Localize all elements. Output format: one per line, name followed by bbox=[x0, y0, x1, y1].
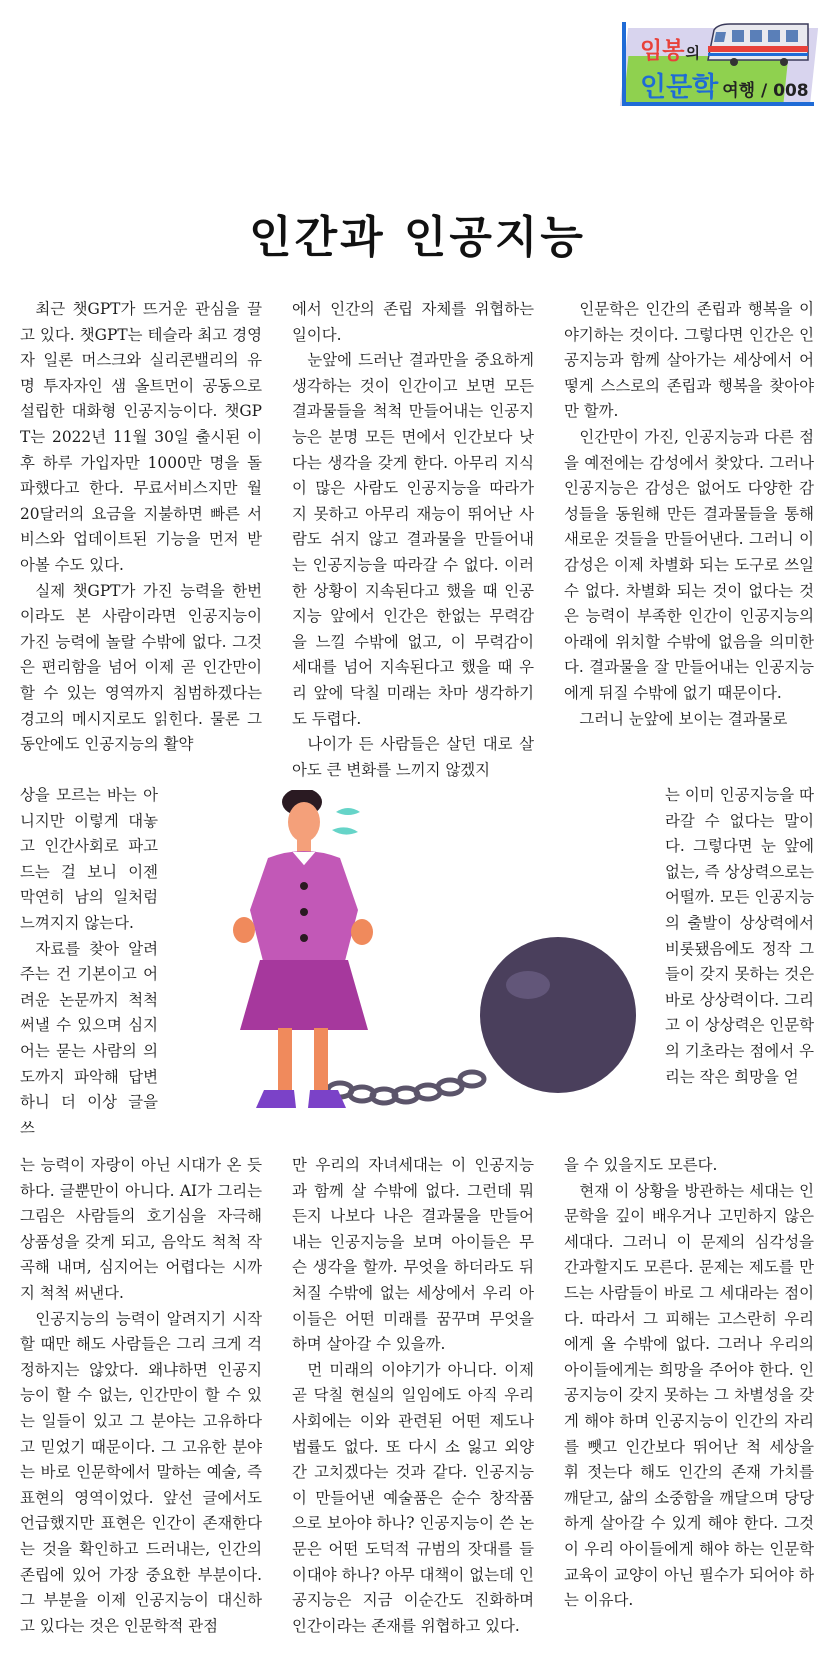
column-3-bottom bbox=[564, 1153, 814, 1614]
skirt bbox=[240, 960, 368, 1030]
masthead-series-name: 인문학 bbox=[640, 72, 719, 103]
paragraph: 자료를 찾아 알려주는 건 기본이고 어려운 논문까지 척척 써낼 수 있으며 심지어는 묻는 사람의 의도까지 파악해 답변하니 더 이상 글을 쓰 bbox=[20, 939, 158, 1137]
masthead-author bbox=[640, 32, 700, 65]
paragraph: 만 우리의 자녀세대는 이 인공지능과 함께 살 수밖에 없다. 그런데 뭐든지 나보다 나은 결과물을 만들어내는 인공지능을 보며 아이들은 무슨 생각을 할까. 무엇을 하더라도 뒤처질 수밖에 없는 세상에서 우리 아이들은 어떤 미래를 꿈꾸며 무엇을 하며 살아갈 수 있을까. bbox=[292, 1156, 534, 1354]
head bbox=[288, 802, 320, 842]
paragraph: 는 이미 인공지능을 따라갈 수 없다는 말이다. 그렇다면 눈 앞에 없는, 즉 상상력으로는 어떨까. 모든 인공지능의 출발이 상상력에서 비롯됐음에도 정작 그들이 갖지 못하는 것은 바로 상상력이다. 그리고 이 상상력은 인문학의 기초라는 점에서 우리는 작은 희망을 얻 bbox=[665, 786, 814, 1086]
paragraph: 현재 이 상황을 방관하는 세대는 인문학을 깊이 배우거나 고민하지 않은 세대다. 그러니 이 문제의 심각성을 간과할지도 모른다. 문제는 제도를 만드는 사람들이 바로 그 세대라는 점이다. 따라서 그 피해는 고스란히 우리에게 올 수밖에 없다. 그러나 우리의 아이들에게는 희망을 주어야 한다. 인공지능이 갖지 못하는 그 차별성을 갖게 해야 하며 인공지능이 인간의 자리를 뺏고 인간보다 뛰어난 척 세상을 휘 젓는다 해도 인간의 존재 가치를 깨닫고, 삶의 소중함을 깨달으며 당당하게 살아갈 수 있게 해야 한다. 그것이 우리 아이들에게 해야 하는 인문학 교육이 교양이 아닌 필수가 되어야 하는 이유다. bbox=[564, 1181, 814, 1610]
masthead-series-number: 여행 / 008 bbox=[722, 81, 809, 101]
paragraph: 눈앞에 드러난 결과만을 중요하게 생각하는 것이 인간이고 보면 모든 결과물들을 척척 만들어내는 인공지능은 분명 모든 면에서 인간보다 낫다는 생각을 갖게 한다. 아무리 지식이 많은 사람도 인공지능을 따라가지 못하고 아무리 재능이 뛰어난 사람도 쉬지 않고 결과물을 만들어내는 인공지능을 따라갈 수 없다. 이러한 상황이 지속된다고 했을 때 인공지능 앞에서 인간은 한없는 무력감을 느낄 수밖에 없고, 이 무력감이 세대를 넘어 지속된다고 했을 때 우리 앞에 닥칠 미래는 차마 생각하기도 두렵다. bbox=[292, 351, 534, 728]
paragraph: 인문학은 인간의 존립과 행복을 이야기하는 것이다. 그렇다면 인간은 인공지능과 함께 살아가는 세상에서 어떻게 스스로의 존립과 행복을 찾아야만 할까. bbox=[564, 300, 814, 421]
paragraph: 인간만이 가진, 인공지능과 다른 점을 예전에는 감성에서 찾았다. 그러나 인공지능은 감성은 없어도 다양한 감성들을 동원해 만든 결과물들을 통해 새로운 것들을 만들어낸다. 그러니 이 감성은 이제 차별화 되는 도구로 쓰일 수 없다. 차별화 되는 것이 없다는 것은 능력이 부족한 인간이 인공지능의 아래에 위치할 수밖에 없음을 의미한다. 결과물을 잘 만들어내는 인공지능에게 뒤질 수밖에 없기 때문이다. bbox=[564, 427, 814, 702]
paragraph: 최근 챗GPT가 뜨거운 관심을 끌고 있다. 챗GPT는 테슬라 최고 경영자 일론 머스크와 실리콘밸리의 유명 투자자인 샘 올트먼이 공동으로 설립한 대화형 인공지능이다. 챗GPT는 2022년 11월 30일 출시된 이후 하루 가입자만 1000만 명을 돌파했다고 한다. 무료서비스지만 월 20달러의 요금을 지불하면 빠른 서비스와 업데이트된 기능을 먼저 받아볼 수도 있다. bbox=[20, 300, 262, 574]
column-1-wrap bbox=[20, 783, 158, 1141]
column-2-top bbox=[292, 297, 534, 783]
column-3-top bbox=[564, 297, 814, 732]
paragraph: 을 수 있을지도 모른다. bbox=[564, 1156, 718, 1174]
masthead-particle: 의 bbox=[685, 44, 700, 62]
paragraph: 에서 인간의 존립 자체를 위협하는 일이다. bbox=[292, 300, 534, 344]
paragraph: 먼 미래의 이야기가 아니다. 이제 곧 닥칠 현실의 일임에도 아직 우리 사회에는 이와 관련된 어떤 제도나 법률도 없다. 또 다시 소 잃고 외양간 고치겠다는 것과 같다. 인공지능이 만들어낸 예술품은 순수 창작품으로 보아야 하나? 인공지능이 쓴 논문은 어떤 도덕적 규범의 잣대를 들이대야 하나? 아무 대책이 없는데 인공지능은 지금 이순간도 진화하며 인간이라는 존재를 위협하고 있다. bbox=[292, 1360, 534, 1635]
train-icon bbox=[704, 20, 814, 70]
column-1-top bbox=[20, 297, 262, 758]
paragraph: 실제 챗GPT가 가진 능력을 한번이라도 본 사람이라면 인공지능이 가진 능력에 놀랄 수밖에 없다. 그것은 편리함을 넘어 이제 곧 인간만이 할 수 있는 영역까지 침범하겠다는 경고의 메시지로도 읽힌다. 물론 그동안에도 인공지능의 활약 bbox=[20, 581, 262, 754]
column-1-bottom bbox=[20, 1153, 262, 1639]
paragraph: 인공지능의 능력이 알려지기 시작할 때만 해도 사람들은 그리 크게 걱정하지는 않았다. 왜냐하면 인공지능이 할 수 없는, 인간만이 할 수 있는 일들이 있고 그 분야는 고유하다고 믿었기 때문이다. 그 고유한 분야는 바로 인문학에서 말하는 예술, 즉 표현의 영역이었다. 앞선 글에서도 언급했지만 표현은 인간이 존재한다는 것을 확인하고 드러내는, 인간의 존립에 있어 가장 중요한 부분이다. 그 부분을 이제 인공지능이 대신하고 있다는 것은 인문학적 관점 bbox=[20, 1309, 262, 1635]
paragraph: 나이가 든 사람들은 살던 대로 살아도 큰 변화를 느끼지 않겠지 bbox=[292, 735, 534, 779]
masthead-series bbox=[640, 65, 809, 104]
paragraph: 는 능력이 자랑이 아닌 시대가 온 듯하다. 글뿐만이 아니다. AI가 그리는 그림은 사람들의 호기심을 자극해 상품성을 갖게 되고, 음악도 척척 작곡해 내며, 심지어는 어렵다는 시까지 척척 써낸다. bbox=[20, 1156, 262, 1302]
masthead-author-name: 임봉 bbox=[640, 38, 685, 64]
woman-with-ball-and-chain-illustration bbox=[168, 790, 654, 1150]
paragraph: 그러니 눈앞에 보이는 결과물로 bbox=[579, 709, 788, 728]
chain bbox=[328, 1072, 484, 1103]
series-masthead bbox=[618, 16, 818, 112]
column-3-wrap bbox=[665, 783, 814, 1090]
paragraph: 상을 모르는 바는 아니지만 이렇게 대놓고 인간사회로 파고드는 걸 보니 이젠 막연히 남의 일처럼 느껴지지 않는다. bbox=[20, 786, 158, 932]
column-2-bottom bbox=[292, 1153, 534, 1639]
article-title: 인간과 인공지능 bbox=[249, 212, 586, 264]
iron-ball bbox=[480, 937, 636, 1093]
